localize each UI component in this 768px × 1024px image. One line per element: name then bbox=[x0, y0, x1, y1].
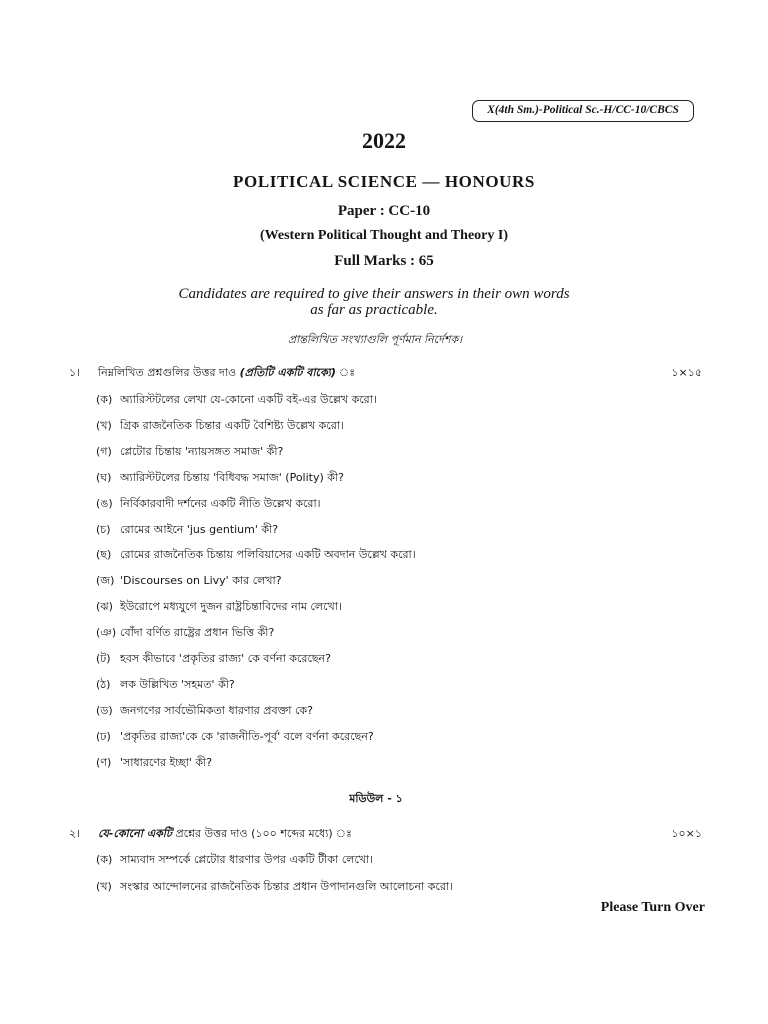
please-turn-over: Please Turn Over bbox=[600, 900, 705, 915]
question-item-label: (ঘ) bbox=[96, 470, 112, 484]
question-item-text: হবস কীভাবে 'প্রকৃতির রাজ্য' কে বর্ণনা করেছেন? bbox=[120, 652, 331, 665]
question-item-label: (খ) bbox=[96, 418, 112, 432]
exam-year: 2022 bbox=[362, 128, 406, 153]
question-item-text: 'Discourses on Livy' কার লেখা? bbox=[120, 574, 282, 588]
question-item-text: জনগণের সার্বভৌমিকতা ধারণার প্রবক্তা কে? bbox=[120, 703, 313, 717]
question-item bbox=[96, 754, 212, 773]
question-1-number: ১। bbox=[69, 366, 81, 379]
question-item-text: ইউরোপে মধ্যযুগে দুজন রাষ্ট্রচিন্তাবিদের নাম লেখো। bbox=[120, 600, 342, 614]
question-item-text: গ্রিক রাজনৈতিক চিন্তার একটি বৈশিষ্ট্য উল্লেখ করো। bbox=[120, 418, 344, 432]
question-item-text: 'সাধারণের ইচ্ছা' কী? bbox=[120, 755, 213, 769]
module-heading: মডিউল - ১ bbox=[349, 792, 403, 805]
question-item bbox=[96, 650, 331, 669]
question-item-label: (ঠ) bbox=[96, 677, 111, 691]
question-item-label: (ঞ) bbox=[96, 626, 117, 640]
question-2-prompt-emphasis: যে-কোনো একটি bbox=[98, 827, 172, 840]
instruction-line-2: as far as practicable. bbox=[310, 302, 438, 318]
full-marks: Full Marks : 65 bbox=[334, 253, 434, 269]
question-item bbox=[96, 546, 416, 565]
question-item bbox=[96, 624, 274, 643]
marks-note-bengali: প্রান্তলিখিত সংখ্যাগুলি পূর্ণমান নির্দেশক। bbox=[287, 333, 463, 346]
question-item-label: (ট) bbox=[96, 652, 111, 665]
question-item-text: অ্যারিস্টটলের চিন্তায় 'বিধিবদ্ধ সমাজ' (Polity) কী? bbox=[120, 470, 344, 484]
question-item bbox=[96, 728, 374, 747]
paper-code-box: X(4th Sm.)-Political Sc.-H/CC-10/CBCS bbox=[472, 100, 694, 122]
question-1-prompt-text: নিম্নলিখিত প্রশ্নগুলির উত্তর দাও bbox=[98, 366, 237, 379]
question-1-prompt-emphasis: (প্রতিটি একটি বাক্যে) bbox=[239, 366, 336, 379]
question-item-label: (ক) bbox=[96, 853, 113, 866]
question-2-number: ২। bbox=[69, 827, 81, 840]
question-item-text: নির্বিকারবাদী দর্শনের একটি নীতি উল্লেখ করো। bbox=[120, 496, 321, 510]
question-2-marks: ১০×১ bbox=[671, 827, 702, 840]
question-item-label: (জ) bbox=[96, 574, 115, 588]
question-item-text: বোঁদা বর্ণিত রাষ্ট্রের প্রধান ভিত্তি কী? bbox=[120, 626, 275, 640]
question-item-label: (ছ) bbox=[96, 548, 112, 562]
question-item-text: লক উল্লিখিত 'সহমত' কী? bbox=[120, 677, 235, 691]
question-2-prompt-text: প্রশ্নের উত্তর দাও (১০০ শব্দের মধ্যে) ঃ bbox=[175, 827, 352, 840]
question-item-text: সংস্কার আন্দোলনের রাজনৈতিক চিন্তার প্রধান উপাদানগুলি আলোচনা করো। bbox=[120, 880, 454, 893]
question-item-label: (ড) bbox=[96, 703, 113, 717]
question-item-text: প্লেটোর চিন্তায় 'ন্যায়সঙ্গত সমাজ' কী? bbox=[120, 444, 284, 458]
question-item-label: (খ) bbox=[96, 880, 112, 893]
question-item bbox=[96, 495, 321, 514]
question-1-marks: ১×১৫ bbox=[671, 366, 702, 379]
question-item bbox=[96, 676, 235, 695]
question-item-label: (গ) bbox=[96, 444, 112, 458]
question-item bbox=[96, 469, 344, 488]
subject-title: POLITICAL SCIENCE — HONOURS bbox=[233, 172, 535, 191]
question-item-text: সাম্যবাদ সম্পর্কে প্লেটোর ধারণার উপর একটি টীকা লেখো। bbox=[120, 853, 374, 866]
instruction-line-1: Candidates are required to give their answers in their own words bbox=[178, 286, 570, 302]
question-item-label: (ঝ) bbox=[96, 600, 113, 614]
question-item-label: (চ) bbox=[96, 522, 111, 536]
question-item-text: 'প্রকৃতির রাজ্য'কে কে 'রাজনীতি-পূর্ব' বলে বর্ণনা করেছেন? bbox=[120, 729, 374, 743]
question-item-label: (ণ) bbox=[96, 755, 112, 769]
paper-number: Paper : CC-10 bbox=[337, 203, 431, 219]
question-item-text: রোমের আইনে 'jus gentium' কী? bbox=[120, 522, 279, 536]
question-item bbox=[96, 598, 342, 617]
question-item bbox=[96, 391, 377, 410]
paper-title: (Western Political Thought and Theory I) bbox=[259, 228, 508, 243]
question-item-text: রোমের রাজনৈতিক চিন্তায় পলিবিয়াসের একটি অবদান উল্লেখ করো। bbox=[120, 548, 416, 562]
question-item bbox=[96, 878, 453, 897]
question-item-label: (ঙ) bbox=[96, 496, 113, 510]
question-item bbox=[96, 443, 283, 462]
question-item bbox=[96, 572, 282, 591]
question-2-prompt bbox=[98, 825, 352, 844]
question-item-label: (ক) bbox=[96, 393, 113, 406]
question-item-label: (ঢ) bbox=[96, 729, 111, 743]
question-item-text: অ্যারিস্টটলের লেখা যে-কোনো একটি বই-এর উল্লেখ করো। bbox=[120, 393, 377, 406]
question-1-prompt bbox=[98, 364, 355, 383]
question-item bbox=[96, 702, 313, 721]
question-item bbox=[96, 417, 344, 436]
question-item bbox=[96, 851, 373, 870]
question-item bbox=[96, 521, 278, 540]
